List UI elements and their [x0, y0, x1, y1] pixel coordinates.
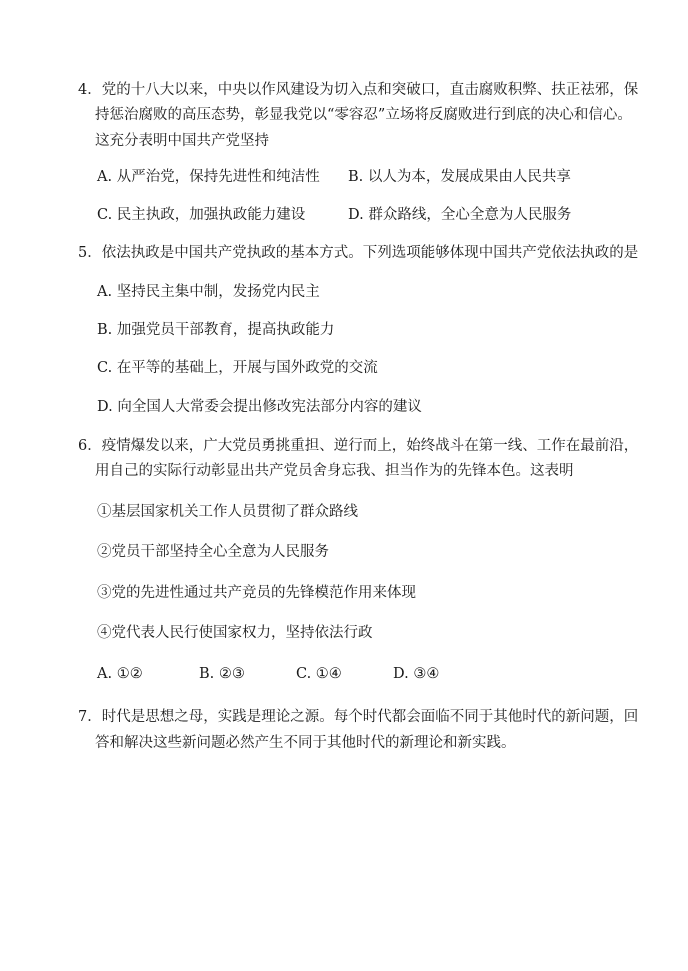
q7-stem-line-2: 答和解决这些新问题必然产生不同于其他时代的新理论和新实践。: [95, 735, 516, 751]
q6-option-c: C. ①④: [296, 666, 342, 682]
q6-statement-2: ②党员干部坚持全心全意为人民服务: [97, 544, 329, 560]
q6-options-row: [97, 664, 439, 684]
q4-option-a: A. 从严治党，保持先进性和纯洁性: [97, 169, 320, 185]
q6-option-d: D. ③④: [393, 666, 440, 682]
q4-option-d: D. 群众路线，全心全意为人民服务: [348, 207, 572, 223]
q5-option-a: A. 坚持民主集中制，发扬党内民主: [97, 284, 320, 300]
q4-stem-line-1: 4．党的十八大以来，中央以作风建设为切入点和突破口，直击腐败积弊、扶正祛邪，保: [78, 82, 639, 98]
q6-option-b: B. ②③: [199, 666, 245, 682]
q5-option-b: B. 加强党员干部教育，提高执政能力: [97, 322, 335, 338]
q4-stem-line-2: 持惩治腐败的高压态势，彰显我党以“零容忍”立场将反腐败进行到底的决心和信心。: [95, 107, 632, 123]
q6-statement-3: ③党的先进性通过共产竞员的先锋模范作用来体现: [97, 585, 416, 601]
q4-option-c: C. 民主执政，加强执政能力建设: [97, 207, 306, 223]
q6-option-a: A. ①②: [97, 666, 143, 682]
q5-stem-line-1: 5．依法执政是中国共产党执政的基本方式。下列选项能够体现中国共产党依法执政的是: [78, 245, 639, 261]
q6-stem-line-1: 6．疫情爆发以来，广大党员勇挑重担、逆行而上，始终战斗在第一线、工作在最前沿，: [78, 438, 639, 454]
q5-option-d: D. 向全国人大常委会提出修改宪法部分内容的建议: [97, 399, 422, 415]
q4-stem-line-3: 这充分表明中国共产党坚持: [95, 133, 269, 149]
q5-option-c: C. 在平等的基础上，开展与国外政党的交流: [97, 360, 378, 376]
q7-stem-line-1: 7．时代是思想之母，实践是理论之源。每个时代都会面临不同于其他时代的新问题，回: [78, 709, 639, 725]
q4-option-b: B. 以人为本，发展成果由人民共享: [348, 169, 571, 185]
q6-statement-4: ④党代表人民行使国家权力，坚持依法行政: [97, 625, 373, 641]
q6-stem-line-2: 用自己的实际行动彰显出共产党员舍身忘我、担当作为的先锋本色。这表明: [95, 463, 574, 479]
q6-statement-1: ①基层国家机关工作人员贯彻了群众路线: [97, 504, 358, 520]
